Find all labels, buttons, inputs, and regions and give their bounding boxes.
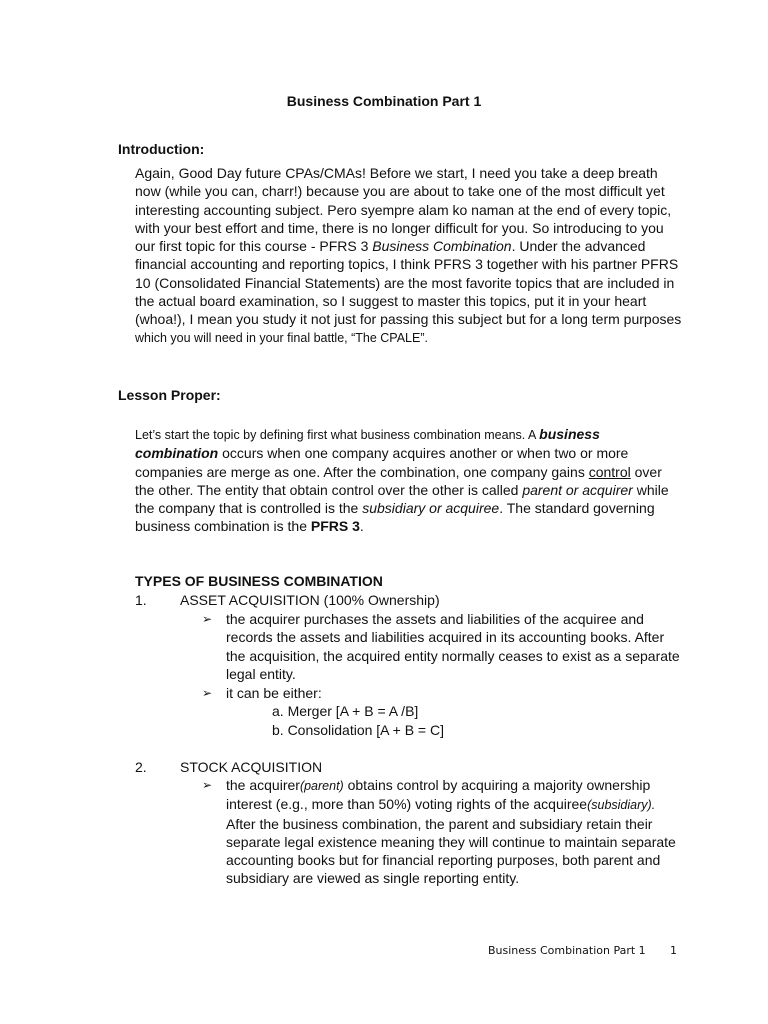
intro-line-3: interesting accounting subject. Pero syempre alam ko naman at the end of every topic, [135, 201, 672, 218]
intro-line-7: 10 (Consolidated Financial Statements) are the most favorite topics that are included in [135, 274, 675, 291]
type-item-1-number: 1. [135, 592, 147, 608]
arrow-bullet-icon: ➢ [202, 686, 213, 700]
intro-line-6: financial accounting and reporting topics, I think PFRS 3 together with his partner PFRS [135, 256, 679, 273]
lesson-text-4: the other. The entity that obtain control over the other is called [135, 481, 523, 498]
lesson-heading: Lesson Proper: [118, 387, 221, 403]
intro-line-5 [135, 237, 680, 255]
asset-bullet-1-line-3: the acquisition, the acquired entity normally ceases to exist as a separate [226, 647, 680, 664]
lesson-line-5 [135, 499, 680, 517]
intro-line-8: the actual board examination, so I suggest to master this topics, put it in your heart [135, 293, 647, 310]
lesson-line-3 [135, 463, 680, 481]
stock-bullet-line-1 [226, 776, 682, 795]
stock-bullet-line-4: separate legal existence meaning they will continue to maintain separate [226, 833, 676, 850]
type-item-2-number: 2. [135, 759, 147, 775]
lesson-paragraph [135, 425, 680, 536]
lesson-term-subsidiary: subsidiary or acquiree [362, 500, 500, 517]
lesson-term-combination: combination [135, 445, 219, 462]
footer-label: Business Combination Part 1 [488, 944, 646, 957]
lesson-line-2 [135, 444, 680, 462]
stock-term-parent: (parent) [299, 779, 344, 793]
arrow-bullet-icon: ➢ [202, 778, 213, 792]
lesson-term-parent: parent or acquirer [522, 481, 633, 498]
lesson-text-3b: over [630, 463, 662, 480]
page-footer [488, 944, 677, 958]
lesson-text-5b: . The standard governing [499, 500, 655, 517]
lesson-term-business: business [539, 426, 600, 442]
intro-line-5c: . Under the advanced [511, 238, 646, 255]
asset-acquisition-bullet-2 [202, 684, 682, 702]
lesson-text-5: the company that is controlled is the [135, 500, 363, 517]
asset-acquisition-bullet-1 [202, 610, 682, 683]
type-item-2-label: STOCK ACQUISITION [180, 759, 323, 775]
introduction-paragraph [135, 164, 680, 347]
stock-bullet-line-3: After the business combination, the parent and subsidiary retain their [226, 815, 653, 832]
intro-line-5a: our first topic for this course - PFRS 3 [135, 238, 373, 255]
type-item-1-label: ASSET ACQUISITION (100% Ownership) [180, 592, 440, 608]
intro-emphasis-business-combination: Business Combination [372, 238, 512, 255]
asset-bullet-1-line-4: legal entity. [226, 665, 296, 682]
intro-line-4: with your best effort and time, there is no longer difficult for you. So introducing to you [135, 219, 664, 236]
stock-bullet-line-2 [226, 795, 682, 814]
types-heading: TYPES OF BUSINESS COMBINATION [135, 573, 383, 589]
stock-bullet-line-5: accounting books but for financial reporting purposes, both parent and [226, 852, 661, 869]
introduction-heading: Introduction: [118, 141, 205, 157]
asset-bullet-1-line-2: records the assets and liabilities acquired in its accounting books. After [226, 629, 665, 646]
lesson-text-4b: while [632, 481, 669, 498]
lesson-text-6: business combination is the [135, 518, 311, 535]
lesson-line-6 [135, 517, 680, 535]
lesson-text-2: occurs when one company acquires another or when two or more [218, 445, 629, 462]
stock-term-subsidiary: (subsidiary). [587, 798, 656, 813]
intro-line-9: (whoa!), I mean you study it not just for passing this subject but for a long term purposes [135, 311, 682, 328]
lesson-term-pfrs3: PFRS 3 [310, 518, 360, 535]
page-number: 1 [670, 944, 677, 957]
intro-line-2: now (while you can, charr!) because you are about to take one of the most difficult yet [135, 183, 665, 200]
arrow-bullet-icon: ➢ [202, 612, 213, 626]
lesson-line-1 [135, 425, 680, 444]
document-title: Business Combination Part 1 [286, 93, 482, 109]
lesson-term-control: control [588, 463, 631, 480]
stock-text-1: the acquirer [226, 777, 300, 793]
stock-acquisition-bullet-1 [202, 776, 682, 888]
stock-text-1b: obtains control by acquiring a majority ownership [343, 777, 651, 793]
consolidation-item: b. Consolidation [A + B = C] [272, 722, 444, 738]
lesson-text-6b: . [359, 518, 364, 535]
asset-bullet-1-line-1: the acquirer purchases the assets and liabilities of the acquiree and [226, 611, 644, 627]
stock-text-2: interest (e.g., more than 50%) voting rights of the acquiree [226, 796, 588, 813]
intro-line-10: which you will need in your final battle, “The CPALE”. [135, 330, 428, 345]
stock-bullet-line-6: subsidiary are viewed as single reporting entity. [226, 870, 520, 887]
lesson-text-3: companies are merge as one. After the combination, one company gains [135, 463, 589, 480]
intro-line-1: Again, Good Day future CPAs/CMAs! Before we start, I need you take a deep breath [135, 165, 658, 181]
merger-item: a. Merger [A + B = A /B] [272, 703, 419, 719]
lesson-line-4 [135, 481, 680, 499]
lesson-text-1: Let’s start the topic by defining first what business combination means. A [135, 428, 540, 442]
asset-bullet-2-line-1: it can be either: [226, 685, 322, 701]
